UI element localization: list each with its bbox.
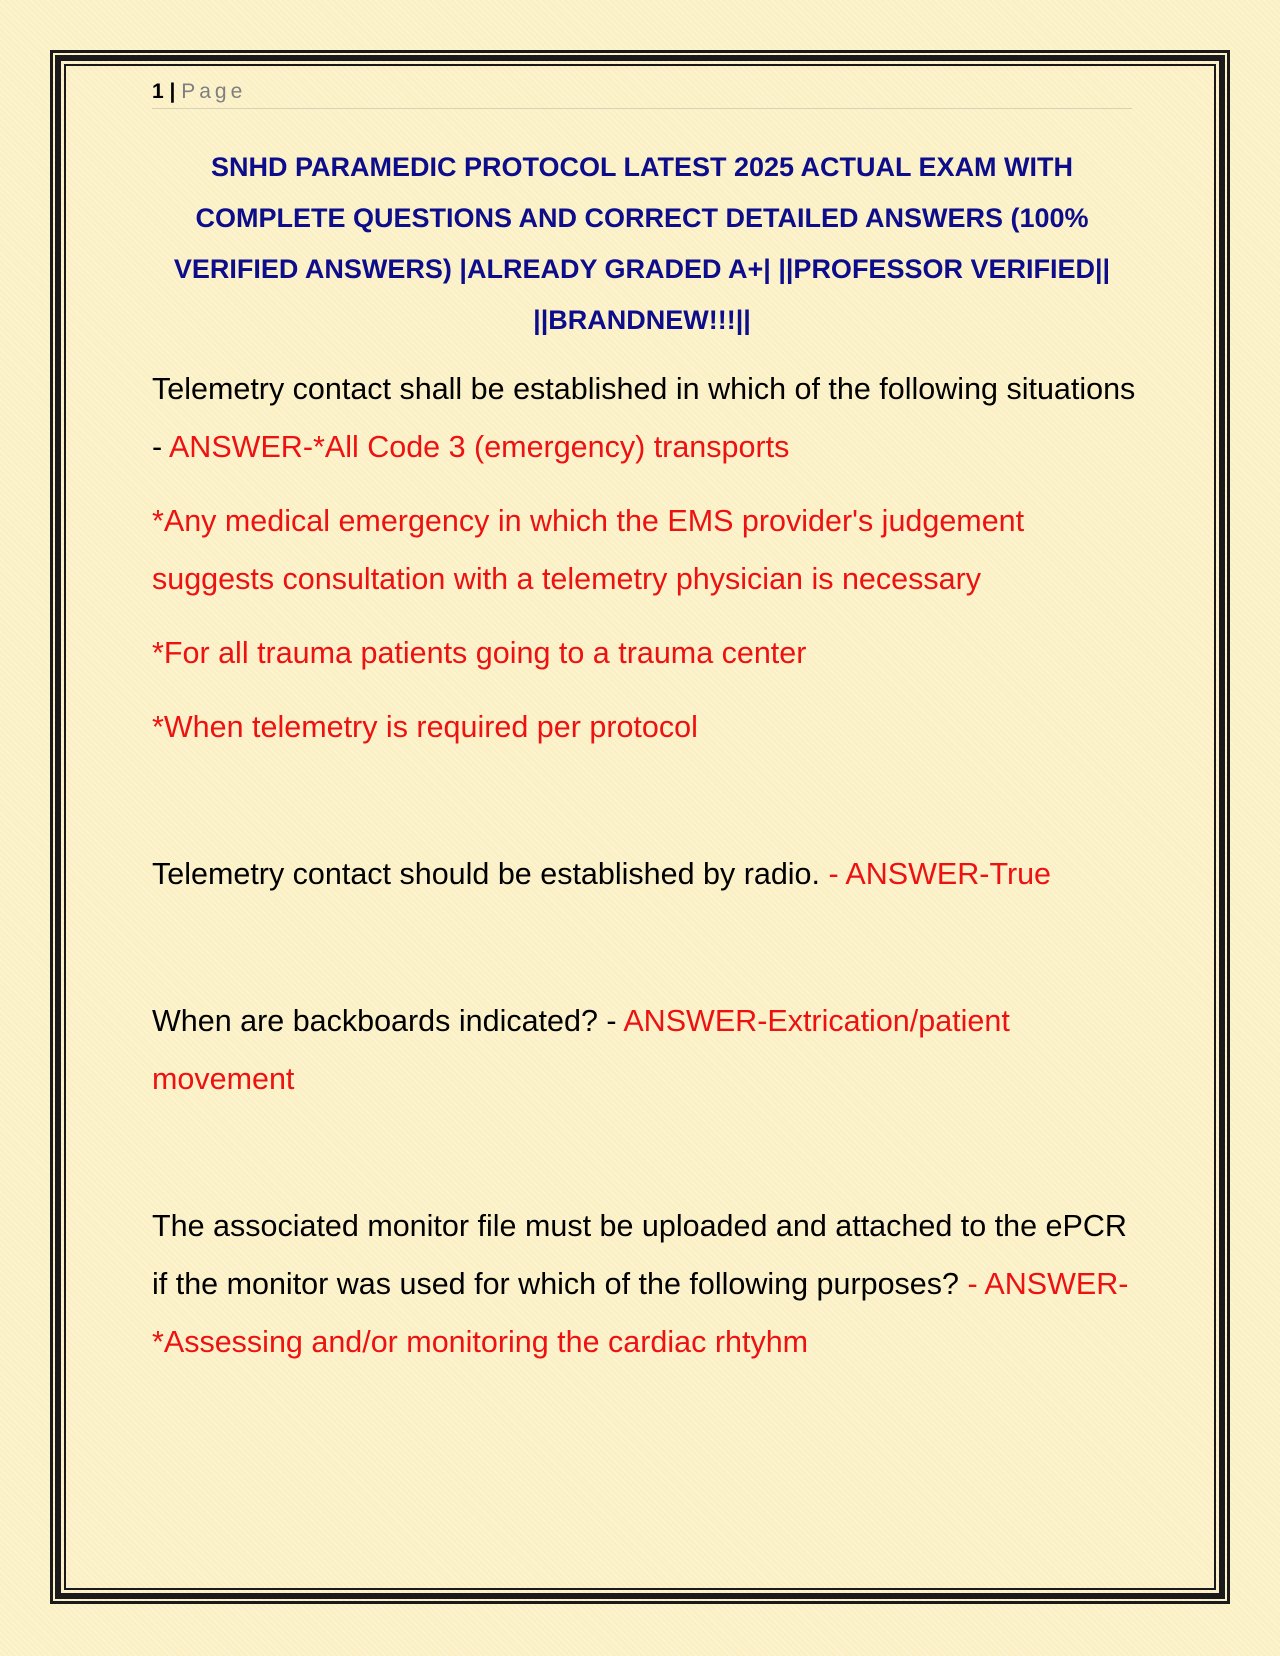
qa-item-2 bbox=[152, 845, 1142, 903]
question-text: The associated monitor file must be uploaded and attached to the ePCR if the monitor was used for which of the following purposes? bbox=[152, 1209, 1127, 1301]
qa-item-4 bbox=[152, 1197, 1142, 1371]
question-text: Telemetry contact should be established by radio. bbox=[152, 857, 829, 891]
answer-text: - ANSWER-True bbox=[828, 857, 1052, 891]
page-header bbox=[152, 78, 1132, 109]
answer-extra-line: *Any medical emergency in which the EMS provider's judgement suggests consultation with a telemetry physician is necessary bbox=[152, 504, 1025, 596]
document-title: SNHD PARAMEDIC PROTOCOL LATEST 2025 ACTUAL EXAM WITH COMPLETE QUESTIONS AND CORRECT DETAILED ANSWERS (100% VERIFIED ANSWERS) |ALREADY GRADED A+| ||PROFESSOR VERIFIED|| ||BRANDNEW!!!|| bbox=[173, 152, 1111, 335]
page-number: 1 bbox=[152, 80, 164, 103]
qa-item-1 bbox=[152, 360, 1142, 476]
answer-extra-line: *When telemetry is required per protocol bbox=[152, 710, 698, 744]
answer-text: ANSWER-*All Code 3 (emergency) transports bbox=[168, 430, 790, 464]
question-text: Telemetry contact shall be established in which of the following situations - bbox=[152, 372, 1136, 464]
qa-content bbox=[152, 360, 1142, 1371]
page-label: Page bbox=[181, 80, 247, 103]
page-separator: | bbox=[163, 80, 182, 103]
answer-text: ANSWER-Extrication/patient movement bbox=[152, 1004, 1010, 1096]
qa-item-3 bbox=[152, 992, 1142, 1108]
question-text: When are backboards indicated? - bbox=[152, 1004, 624, 1038]
answer-extra-line: *For all trauma patients going to a trauma center bbox=[152, 636, 807, 670]
answer-text: - ANSWER-*Assessing and/or monitoring the cardiac rhtyhm bbox=[152, 1267, 1129, 1359]
